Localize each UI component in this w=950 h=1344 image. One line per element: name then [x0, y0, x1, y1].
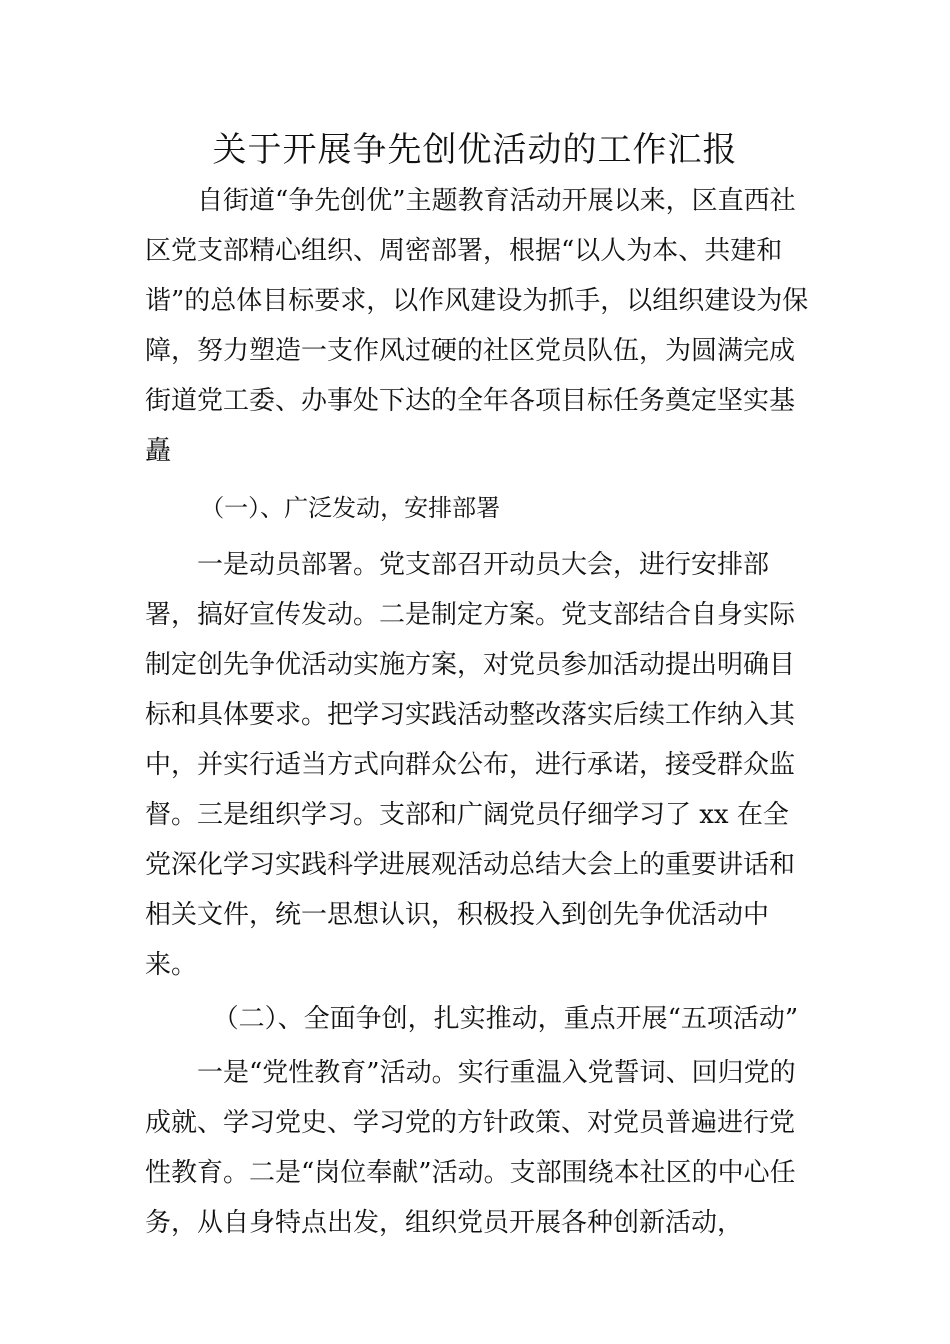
section-1-paragraph: 一是动员部署。党支部召开动员大会，进行安排部署，搞好宣传发动。二是制定方案。党支部结合自身实际制定创先争优活动实施方案，对党员参加活动提出明确目标和具体要求。把学习实践活动整改落实后续工作纳入其中，并实行适当方式向群众公布，进行承诺，接受群众监督。三是组织学习。支部和广阔党员仔细学习了 xx 在全党深化学习实践科学进展观活动总结大会上的重要讲话和相关文件，统一思想认识，积极投入到创先争优活动中来。 — [145, 550, 796, 980]
section-1-heading: （一）、广泛发动，安排部署 — [200, 494, 501, 522]
section-2-paragraph: 一是“党性教育”活动。实行重温入党誓词、回归党的成就、学习党史、学习党的方针政策、对党员普遍进行党性教育。二是“岗位奉献”活动。支部围绕本社区的中心任务，从自身特点出发，组织党员开展各种创新活动， — [145, 1058, 796, 1238]
document-title: 关于开展争先创优活动的工作汇报 — [212, 130, 738, 170]
section-2-heading: （二）、全面争创，扎实推动，重点开展“五项活动” — [212, 1004, 799, 1034]
document-body — [145, 176, 810, 1248]
intro-paragraph: 自街道“争先创优”主题教育活动开展以来，区直西社区党支部精心组织、周密部署，根据“以人为本、共建和谐”的总体目标要求，以作风建设为抓手，以组织建设为保障，努力塑造一支作风过硬的社区党员队伍，为圆满完成街道党工委、办事处下达的全年各项目标任务奠定坚实基矗 — [145, 186, 809, 466]
